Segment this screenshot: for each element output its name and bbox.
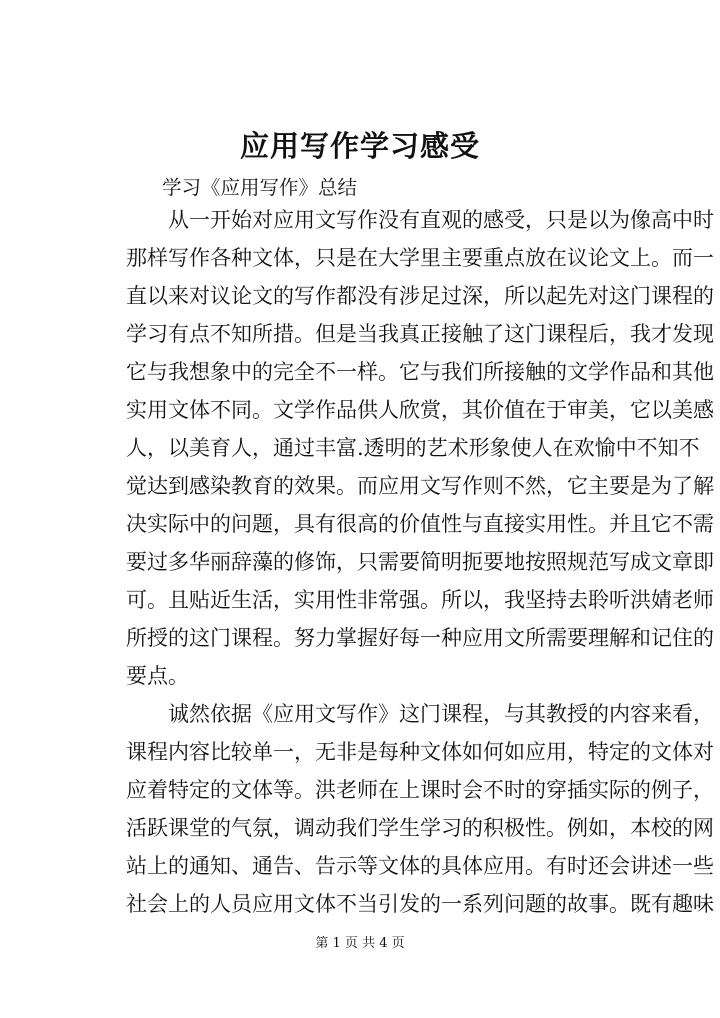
document-subtitle: 学习《应用写作》总结: [162, 176, 358, 199]
paragraph-line: 觉达到感染教育的效果。而应用文写作则不然，它主要是为了解: [126, 474, 714, 498]
paragraph-line: 它与我想象中的完全不一样。它与我们所接触的文学作品和其他: [126, 360, 714, 384]
paragraph-line: 实用文体不同。文学作品供人欣赏，其价值在于审美，它以美感: [126, 398, 714, 422]
paragraph-line: 可。且贴近生活，实用性非常强。所以，我坚持去聆听洪婧老师: [126, 588, 714, 612]
paragraph-line: 直以来对议论文的写作都没有涉足过深，所以起先对这门课程的: [126, 284, 714, 308]
paragraph-line: 要过多华丽辞藻的修饰，只需要简明扼要地按照规范写成文章即: [126, 550, 714, 574]
paragraph-line: 要点。: [126, 664, 189, 688]
paragraph-line: 人，以美育人，通过丰富.透明的艺术形象使人在欢愉中不知不: [126, 436, 700, 460]
paragraph-line: 站上的通知、通告、告示等文体的具体应用。有时还会讲述一些: [126, 854, 714, 878]
paragraph-line: 学习有点不知所措。但是当我真正接触了这门课程后，我才发现: [126, 322, 714, 346]
paragraph-line: 诚然依据《应用文写作》这门课程，与其教授的内容来看，: [168, 702, 714, 726]
paragraph-line: 决实际中的问题，具有很高的价值性与直接实用性。并且它不需: [126, 512, 714, 536]
page-number-footer: 第 1 页 共 4 页: [315, 936, 405, 951]
paragraph-line: 社会上的人员应用文体不当引发的一系列问题的故事。既有趣味: [126, 892, 714, 916]
paragraph-line: 活跃课堂的气氛，调动我们学生学习的积极性。例如，本校的网: [126, 816, 714, 840]
document-title: 应用写作学习感受: [239, 129, 480, 163]
paragraph-line: 所授的这门课程。努力掌握好每一种应用文所需要理解和记住的: [126, 626, 714, 650]
paragraph-line: 那样写作各种文体，只是在大学里主要重点放在议论文上。而一: [126, 246, 714, 270]
paragraph-line: 从一开始对应用文写作没有直观的感受，只是以为像高中时: [168, 208, 714, 232]
paragraph-line: 课程内容比较单一，无非是每种文体如何如应用，特定的文体对: [126, 740, 714, 764]
paragraph-line: 应着特定的文体等。洪老师在上课时会不时的穿插实际的例子，: [126, 778, 714, 802]
